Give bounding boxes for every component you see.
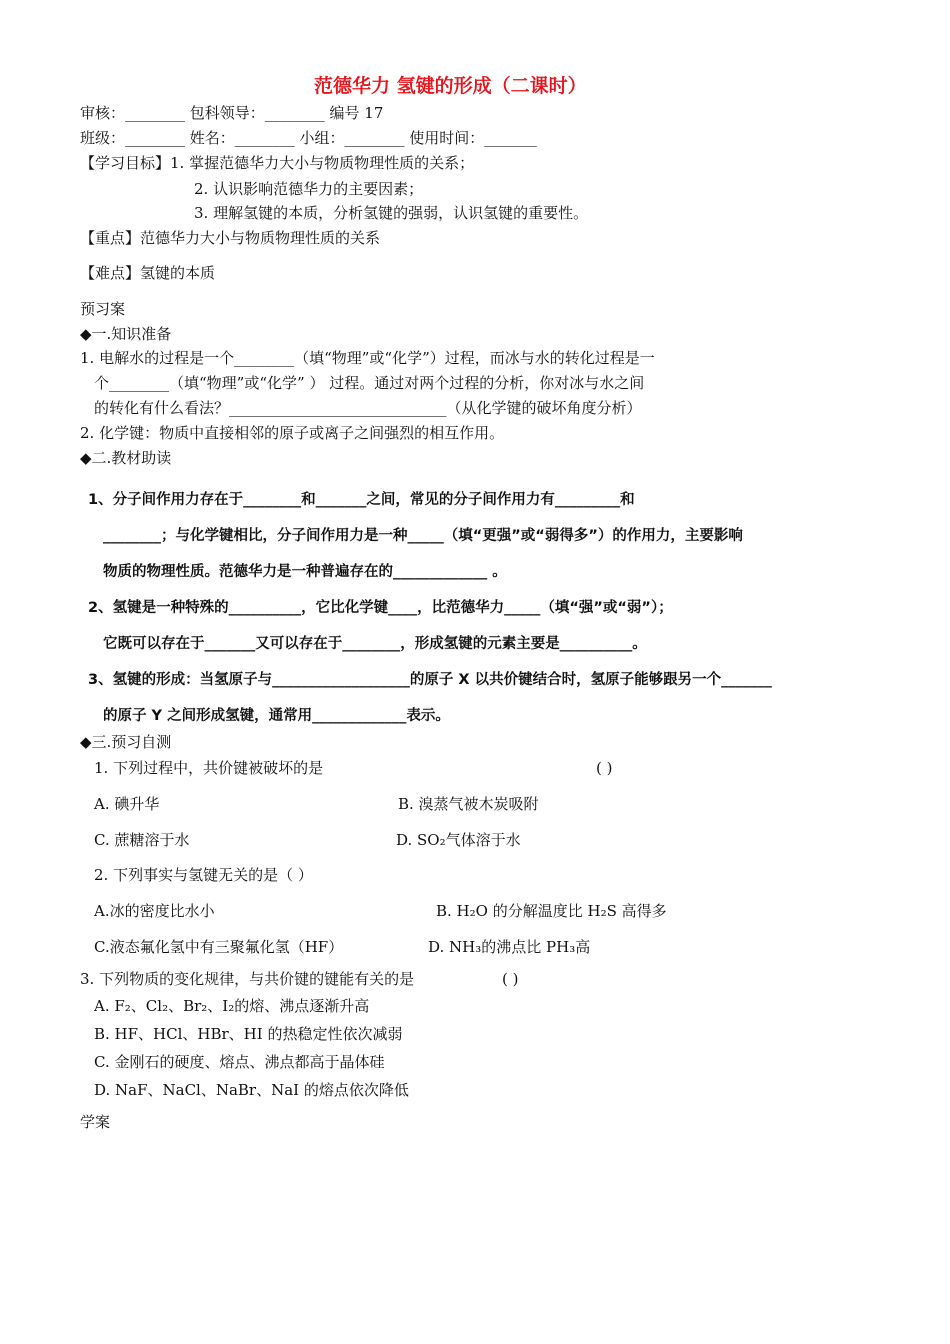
s3-q3-option-a: A. F₂、Cl₂、Br₂、I₂的熔、沸点逐渐升高: [94, 997, 370, 1015]
s1-q2: 2. 化学键：物质中直接相邻的原子或离子之间强烈的相互作用。: [80, 424, 505, 442]
section3-heading: ◆三.预习自测: [80, 733, 172, 751]
s3-q1-option-c: C. 蔗糖溶于水: [94, 831, 190, 849]
page-title: 范德华力 氢键的形成（二课时）: [314, 75, 587, 97]
s3-q3-option-b: B. HF、HCl、HBr、HI 的热稳定性依次减弱: [94, 1025, 403, 1043]
section1-heading: ◆一.知识准备: [80, 325, 172, 343]
s2-p1-line3: 物质的物理性质。范德华力是一种普遍存在的_____________ 。: [103, 564, 507, 580]
objective-2: 2. 认识影响范德华力的主要因素；: [194, 180, 424, 198]
preview-heading: 预习案: [80, 300, 126, 318]
s3-q2-option-c: C.液态氟化氢中有三聚氟化氢（HF）: [94, 938, 344, 956]
s3-q2: 2. 下列事实与氢键无关的是（ ）: [94, 866, 313, 884]
header-line-class: 班级：________ 姓名：________ 小组：________ 使用时间：_______: [80, 129, 537, 147]
s3-q2-option-b: B. H₂O 的分解温度比 H₂S 高得多: [436, 902, 667, 920]
difficulty: 【难点】氢键的本质: [80, 264, 216, 282]
s1-q1-line2: 个________（填“物理”或“化学” ） 过程。通过对两个过程的分析，你对冰与水之间: [94, 374, 645, 392]
s3-q1: 1. 下列过程中，共价键被破坏的是: [94, 759, 324, 777]
key-point: 【重点】范德华力大小与物质物理性质的关系: [80, 229, 381, 247]
s3-q2-option-a: A.冰的密度比水小: [94, 902, 215, 920]
s3-q1-option-a: A. 碘升华: [94, 795, 160, 813]
s1-q1-line1: 1. 电解水的过程是一个________（填“物理”或“化学”）过程，而冰与水的转化过程是一: [80, 349, 655, 367]
objective-3: 3. 理解氢键的本质，分析氢键的强弱，认识氢键的重要性。: [194, 204, 589, 222]
s2-p2-line2: 它既可以存在于_______又可以存在于________，形成氢键的元素主要是__________。: [103, 636, 647, 652]
study-heading: 学案: [80, 1113, 111, 1131]
s3-q1-bracket: ( ): [596, 759, 613, 777]
objective-1: 【学习目标】1. 掌握范德华力大小与物质物理性质的关系；: [80, 154, 475, 172]
section2-heading: ◆二.教材助读: [80, 449, 172, 467]
s3-q1-option-d: D. SO₂气体溶于水: [396, 831, 521, 849]
s3-q1-option-b: B. 溴蒸气被木炭吸附: [398, 795, 539, 813]
s2-p3-line2: 的原子 Y 之间形成氢键，通常用_____________表示。: [103, 708, 450, 724]
s2-p1-line1: 1、分子间作用力存在于________和_______之间，常见的分子间作用力有_________和: [88, 492, 635, 508]
s2-p1-line2: ________；与化学键相比，分子间作用力是一种_____（填“更强”或“弱得多”）的作用力，主要影响: [103, 528, 743, 544]
s3-q3-option-d: D. NaF、NaCl、NaBr、NaI 的熔点依次降低: [94, 1081, 409, 1099]
s3-q3-option-c: C. 金刚石的硬度、熔点、沸点都高于晶体硅: [94, 1053, 385, 1071]
s3-q3: 3. 下列物质的变化规律，与共价键的键能有关的是: [80, 970, 415, 988]
s1-q1-line3: 的转化有什么看法？_____________________________（从化学键的破坏角度分析）: [94, 399, 642, 417]
header-line-review: 审核：________ 包科领导：________ 编号 17: [80, 104, 384, 122]
s2-p2-line1: 2、氢键是一种特殊的__________，它比化学键____，比范德华力_____（填“强”或“弱”）；: [88, 600, 673, 616]
s3-q3-bracket: ( ): [502, 970, 519, 988]
s3-q2-option-d: D. NH₃的沸点比 PH₃高: [428, 938, 591, 956]
s2-p3-line1: 3、氢键的形成：当氢原子与___________________的原子 X 以共价键结合时，氢原子能够跟另一个_______: [88, 672, 772, 688]
